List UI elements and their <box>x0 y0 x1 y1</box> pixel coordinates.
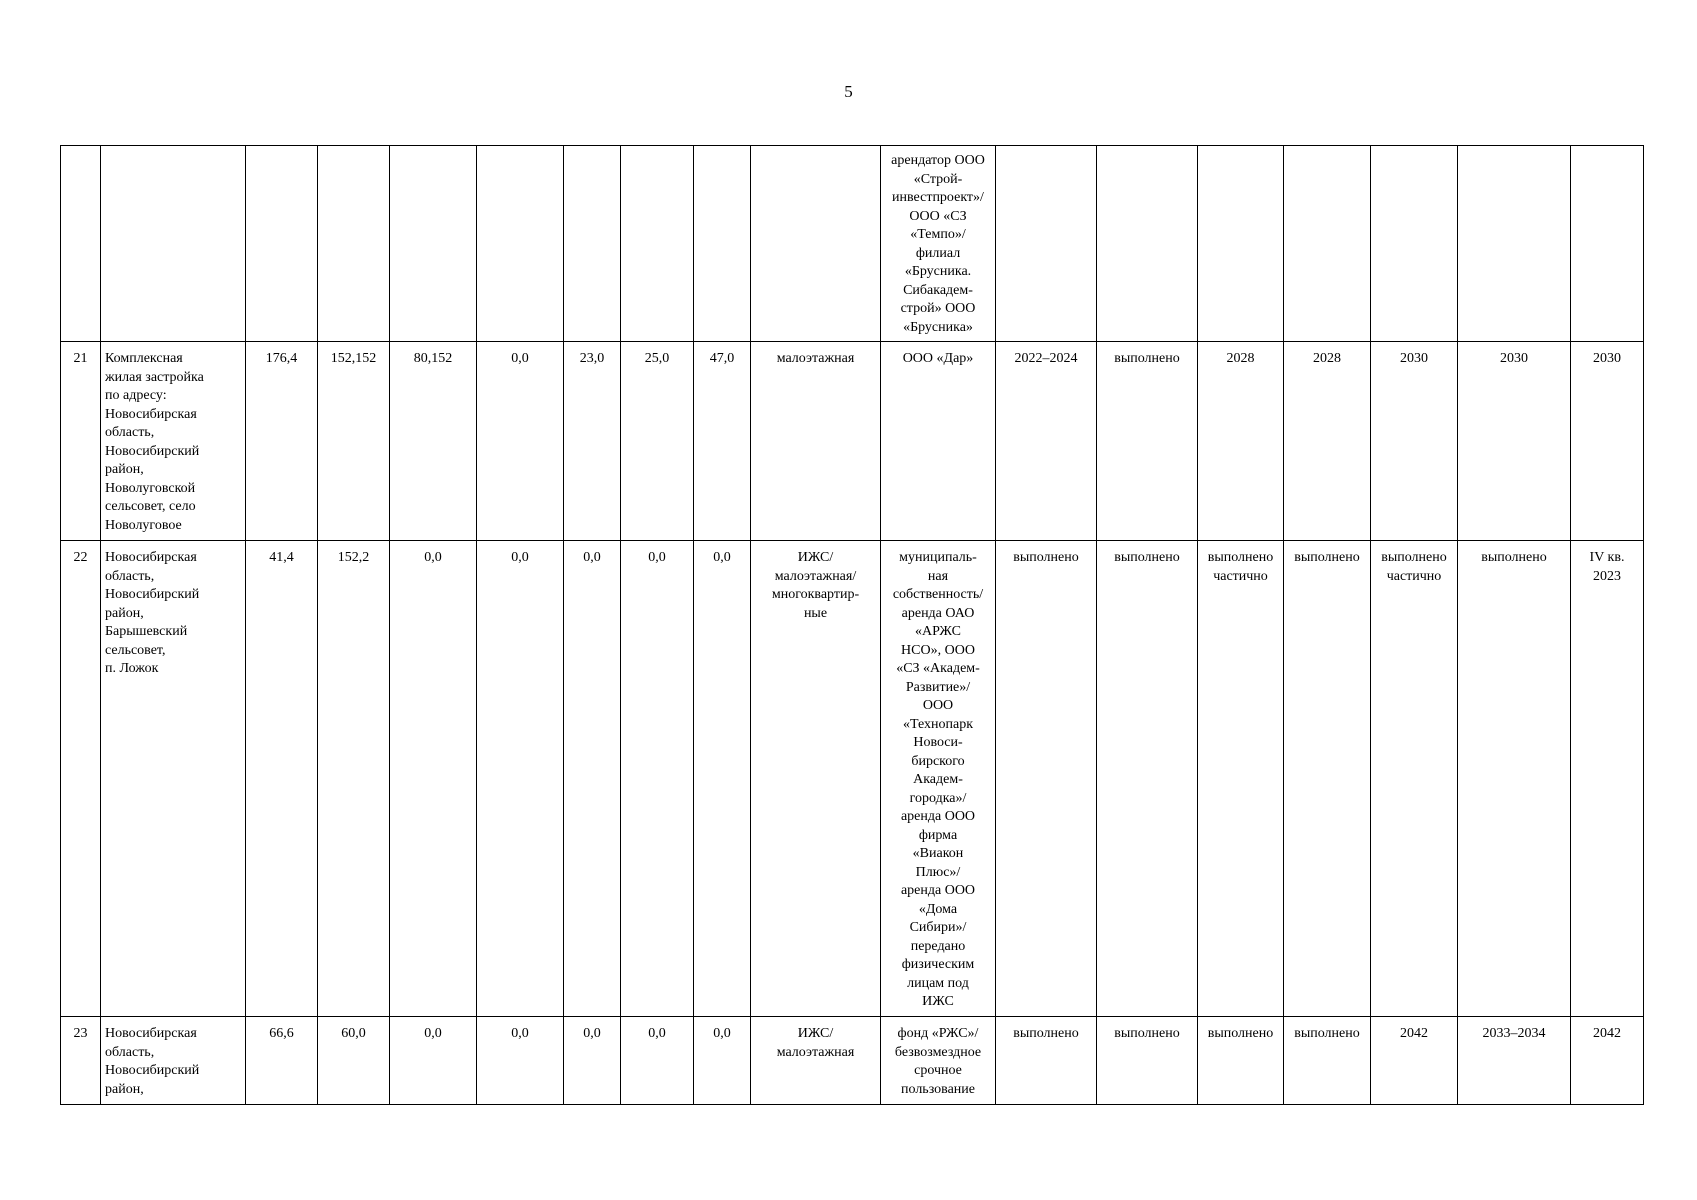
status-cell: выполнено <box>1458 541 1571 1017</box>
building-type-cell <box>751 146 881 342</box>
status-cell: выполнено <box>1097 1017 1198 1105</box>
table-row <box>61 342 1644 541</box>
value-cell: 176,4 <box>246 342 318 541</box>
status-cell: выполнено <box>996 1017 1097 1105</box>
owner-cell: муниципаль- ная собственность/ аренда ОАО «АРЖС НСО», ООО «СЗ «Академ- Развитие»/ ООО «Технопарк Новоси- бирского Академ- городка»/ аренда ООО фирма «Виакон Плюс»/ аренда ООО «Дома Сибири»/ передано физическим лицам под ИЖС <box>881 541 996 1017</box>
value-cell <box>390 146 477 342</box>
value-cell: 0,0 <box>390 1017 477 1105</box>
table-row <box>61 146 1644 342</box>
value-cell <box>694 146 751 342</box>
value-cell: 0,0 <box>390 541 477 1017</box>
value-cell <box>246 146 318 342</box>
status-cell <box>1284 146 1371 342</box>
value-cell: 0,0 <box>477 541 564 1017</box>
status-cell <box>1097 146 1198 342</box>
owner-cell: арендатор ООО «Строй- инвестпроект»/ ООО «СЗ «Темпо»/ филиал «Брусника. Сибакадем- строй» ООО «Брусника» <box>881 146 996 342</box>
status-cell: выполнено частично <box>1371 541 1458 1017</box>
value-cell: 41,4 <box>246 541 318 1017</box>
status-cell: IV кв. 2023 <box>1571 541 1644 1017</box>
status-cell: 2042 <box>1371 1017 1458 1105</box>
status-cell: выполнено частично <box>1198 541 1284 1017</box>
status-cell: 2028 <box>1284 342 1371 541</box>
value-cell: 152,2 <box>318 541 390 1017</box>
status-cell <box>1198 146 1284 342</box>
row-number-cell: 21 <box>61 342 101 541</box>
building-type-cell: ИЖС/ малоэтажная <box>751 1017 881 1105</box>
table-row <box>61 541 1644 1017</box>
value-cell: 23,0 <box>564 342 621 541</box>
status-cell: выполнено <box>1198 1017 1284 1105</box>
value-cell: 0,0 <box>564 1017 621 1105</box>
value-cell: 0,0 <box>477 1017 564 1105</box>
value-cell <box>564 146 621 342</box>
value-cell: 25,0 <box>621 342 694 541</box>
value-cell: 152,152 <box>318 342 390 541</box>
value-cell: 60,0 <box>318 1017 390 1105</box>
row-number-cell: 23 <box>61 1017 101 1105</box>
value-cell <box>318 146 390 342</box>
status-cell <box>1571 146 1644 342</box>
table-row <box>61 1017 1644 1105</box>
value-cell <box>477 146 564 342</box>
status-cell: выполнено <box>1097 541 1198 1017</box>
address-cell: Новосибирская область, Новосибирский район, Барышевский сельсовет, п. Ложок <box>101 541 246 1017</box>
value-cell <box>621 146 694 342</box>
building-type-cell: малоэтажная <box>751 342 881 541</box>
value-cell: 0,0 <box>477 342 564 541</box>
value-cell: 0,0 <box>564 541 621 1017</box>
status-cell: выполнено <box>1097 342 1198 541</box>
status-cell: 2030 <box>1371 342 1458 541</box>
status-cell: 2042 <box>1571 1017 1644 1105</box>
value-cell: 0,0 <box>694 1017 751 1105</box>
status-cell: 2030 <box>1458 342 1571 541</box>
status-cell: выполнено <box>996 541 1097 1017</box>
value-cell: 0,0 <box>694 541 751 1017</box>
status-cell: выполнено <box>1284 541 1371 1017</box>
value-cell: 66,6 <box>246 1017 318 1105</box>
status-cell <box>1458 146 1571 342</box>
status-cell: 2028 <box>1198 342 1284 541</box>
value-cell: 0,0 <box>621 1017 694 1105</box>
status-cell: выполнено <box>1284 1017 1371 1105</box>
building-type-cell: ИЖС/ малоэтажная/ многоквартир- ные <box>751 541 881 1017</box>
address-cell <box>101 146 246 342</box>
owner-cell: фонд «РЖС»/ безвозмездное срочное пользование <box>881 1017 996 1105</box>
address-cell: Комплексная жилая застройка по адресу: Новосибирская область, Новосибирский район, Новолуговской сельсовет, село Новолуговое <box>101 342 246 541</box>
data-table <box>60 145 1644 1105</box>
page-number: 5 <box>844 82 853 101</box>
status-cell: 2033–2034 <box>1458 1017 1571 1105</box>
value-cell: 0,0 <box>621 541 694 1017</box>
address-cell: Новосибирская область, Новосибирский район, <box>101 1017 246 1105</box>
status-cell: 2030 <box>1571 342 1644 541</box>
value-cell: 80,152 <box>390 342 477 541</box>
row-number-cell <box>61 146 101 342</box>
status-cell: 2022–2024 <box>996 342 1097 541</box>
value-cell: 47,0 <box>694 342 751 541</box>
row-number-cell: 22 <box>61 541 101 1017</box>
status-cell <box>1371 146 1458 342</box>
owner-cell: ООО «Дар» <box>881 342 996 541</box>
status-cell <box>996 146 1097 342</box>
